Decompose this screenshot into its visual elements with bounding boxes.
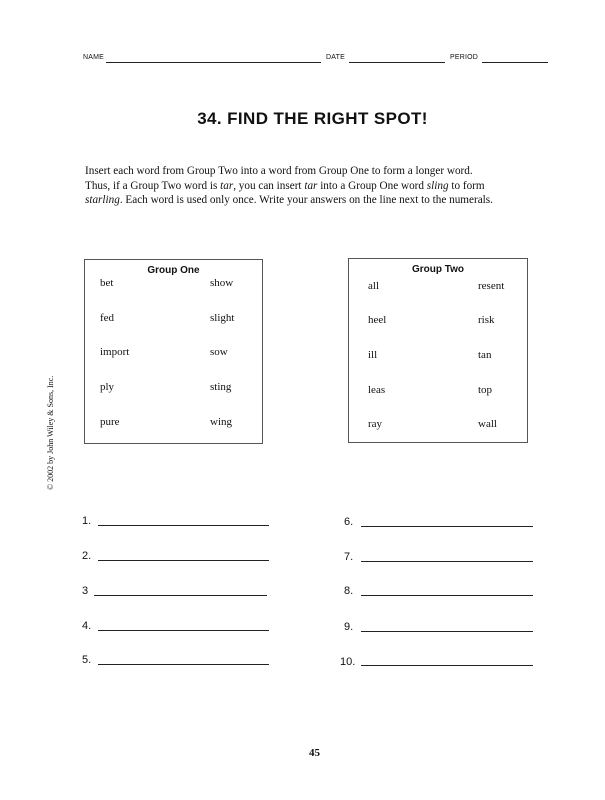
group-two-word: risk — [478, 314, 495, 326]
instr-text: . Each word is used only once. Write your answers on the line next to the numerals. — [119, 194, 493, 206]
period-field[interactable] — [482, 62, 548, 63]
group-two-word: top — [478, 384, 493, 396]
instructions-line-1: Insert each word from Group Two into a word from Group One to form a longer word. — [85, 165, 473, 177]
instr-text: into a Group One word — [317, 179, 427, 192]
group-two-word: ray — [368, 418, 383, 430]
group-two-word: leas — [368, 384, 386, 396]
group-one-word: sting — [210, 381, 232, 393]
answer-line-10[interactable] — [361, 665, 533, 666]
answer-number: 1. — [82, 515, 92, 527]
group-one-title: Group One — [147, 265, 200, 276]
instr-example-word: sling — [426, 179, 449, 192]
answer-line-1[interactable] — [98, 525, 269, 526]
answer-line-9[interactable] — [361, 631, 533, 632]
answer-number: 4. — [82, 620, 92, 632]
answer-number: 9. — [344, 621, 354, 633]
instr-example-word: tar — [304, 179, 318, 192]
answer-number: 5. — [82, 654, 92, 666]
group-one-word: ply — [100, 381, 115, 393]
name-field[interactable] — [106, 62, 321, 63]
instructions — [85, 164, 555, 208]
answer-line-5[interactable] — [98, 664, 269, 665]
group-two-word: ill — [368, 349, 378, 361]
instructions-line-3 — [85, 193, 555, 208]
group-one-word: bet — [100, 277, 114, 289]
answer-line-8[interactable] — [361, 595, 533, 596]
group-one-word: pure — [100, 416, 120, 428]
page-number: 45 — [309, 747, 320, 759]
answer-line-3[interactable] — [94, 595, 267, 596]
copyright-credit: © 2002 by John Wiley & Sons, Inc. — [46, 375, 55, 490]
group-one-word: import — [100, 346, 130, 358]
group-two-word: all — [368, 280, 379, 292]
answer-number: 10. — [340, 656, 356, 668]
group-two-word: wall — [478, 418, 497, 430]
period-label: PERIOD — [450, 54, 479, 61]
answer-line-6[interactable] — [361, 526, 533, 527]
instr-text: Thus, if a Group Two word is — [85, 179, 221, 192]
group-two-title: Group Two — [411, 264, 465, 275]
group-one-word: wing — [210, 416, 232, 428]
instr-example-word: starling — [85, 194, 120, 206]
date-label: DATE — [326, 54, 345, 61]
group-two-word: tan — [478, 349, 492, 361]
instr-example-word: tar — [220, 179, 234, 192]
instr-text: to form — [448, 179, 485, 192]
name-label: NAME — [83, 54, 105, 61]
group-two-box — [348, 258, 528, 443]
group-two-word: heel — [368, 314, 387, 326]
instructions-line-2 — [85, 179, 555, 194]
answer-number: 6. — [344, 516, 354, 528]
group-two-word: resent — [478, 280, 505, 292]
date-field[interactable] — [349, 62, 445, 63]
page-title: 34. FIND THE RIGHT SPOT! — [197, 109, 428, 128]
group-one-word: show — [210, 277, 234, 289]
group-one-word: fed — [100, 312, 115, 324]
group-one-box — [84, 259, 263, 444]
answer-line-7[interactable] — [361, 561, 533, 562]
group-one-word: sow — [210, 346, 228, 358]
answer-number: 8. — [344, 585, 354, 597]
answer-line-2[interactable] — [98, 560, 269, 561]
group-one-word: slight — [210, 312, 235, 324]
answer-number: 7. — [344, 551, 354, 563]
answer-line-4[interactable] — [98, 630, 269, 631]
answer-number: 2. — [82, 550, 92, 562]
answer-number: 3 — [82, 585, 89, 597]
instr-text: , you can insert — [233, 179, 305, 192]
